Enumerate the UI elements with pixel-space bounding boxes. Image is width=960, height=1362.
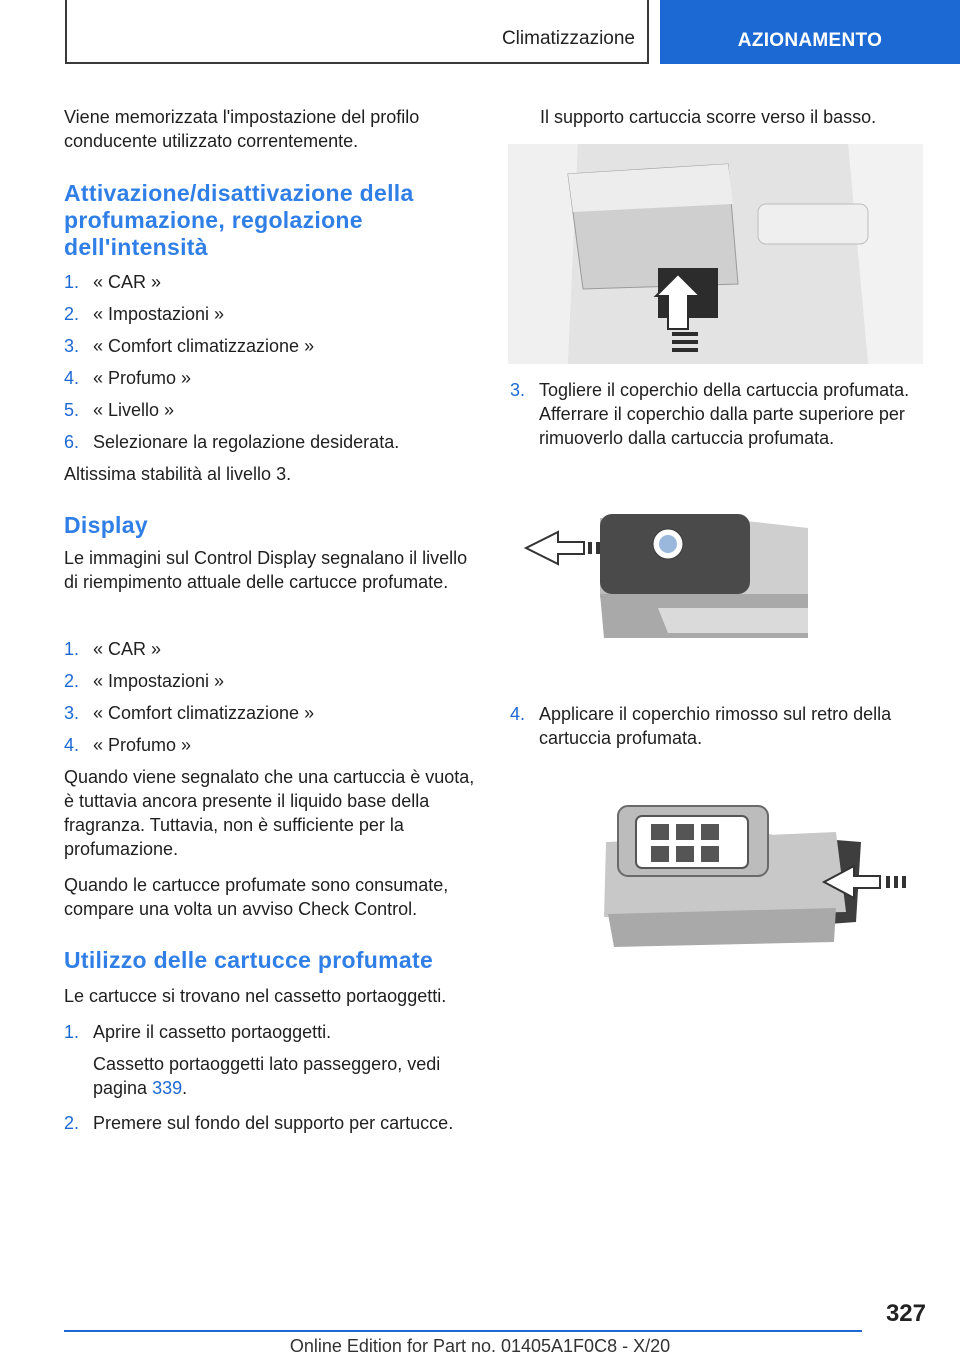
consumed-paragraph: Quando le cartucce profumate sono consumate, compare una volta un avviso Check Control. <box>64 875 449 919</box>
heading-activation: Attivazione/disattivazione della profumazione, regolazione dell'intensità <box>64 180 414 260</box>
glovebox-holder-illustration <box>508 144 923 364</box>
list-text: Selezionare la regolazione desiderata. <box>93 432 400 452</box>
list-text: Togliere il coperchio della cartuccia profumata. Afferrare il coperchio dalla parte superiore per rimuoverlo dalla cartuccia profumata. <box>539 380 910 448</box>
list-number: 1. <box>64 1022 80 1042</box>
page-link[interactable]: 339 <box>152 1078 183 1098</box>
list-text: « Impostazioni » <box>93 671 225 691</box>
list-number: 1. <box>64 272 80 292</box>
list-item-sub: Cassetto portaoggetti lato passeggero, vedi pagina 339. <box>93 1054 441 1098</box>
page-number: 327 <box>885 1300 926 1327</box>
empty-cartridge-paragraph: Quando viene segnalato che una cartuccia è vuota, è tuttavia ancora presente il liquido base della fragranza. Tuttavia, non è sufficiente per la profumazione. <box>64 767 475 859</box>
list-text: « Profumo » <box>93 368 192 388</box>
list-item <box>64 1111 480 1135</box>
list-number: 1. <box>64 639 80 659</box>
list-number: 3. <box>64 336 80 356</box>
list-number: 2. <box>64 1113 80 1133</box>
list-text: « Comfort climatizzazione » <box>93 703 315 723</box>
list-number: 3. <box>64 703 80 723</box>
cartridge-cover-removal-illustration <box>518 508 818 648</box>
list-text: Aprire il cassetto portaoggetti. <box>93 1022 332 1042</box>
note-level: Altissima stabilità al livello 3. <box>64 464 292 484</box>
display-paragraph: Le immagini sul Control Display segnalano il livello di riempimento attuale delle cartucce profumate. <box>64 548 468 592</box>
header-section-title: Climatizzazione <box>501 28 635 49</box>
list-number: 4. <box>510 704 526 724</box>
list-item <box>64 366 480 390</box>
list-item <box>64 1020 480 1044</box>
list-item <box>64 637 480 661</box>
list-number: 3. <box>510 380 526 400</box>
header-chapter-tab[interactable] <box>660 0 960 64</box>
list-text: « CAR » <box>93 639 162 659</box>
list-number: 4. <box>64 735 80 755</box>
header-section-box <box>65 0 649 64</box>
sub-text: Cassetto portaoggetti lato passeggero, vedi pagina <box>93 1054 441 1098</box>
list-number: 2. <box>64 304 80 324</box>
list-item <box>64 398 480 422</box>
heading-display: Display <box>64 512 148 538</box>
list-number: 5. <box>64 400 80 420</box>
list-text: « Profumo » <box>93 735 192 755</box>
cover-applied-back-illustration <box>596 802 916 952</box>
list-number: 4. <box>64 368 80 388</box>
list-text: Applicare il coperchio rimosso sul retro della cartuccia profumata. <box>539 704 892 748</box>
list-number: 6. <box>64 432 80 452</box>
list-item <box>64 334 480 358</box>
intro-paragraph: Viene memorizzata l'impostazione del profilo conducente utilizzato correntemente. <box>64 107 420 151</box>
list-text: « CAR » <box>93 272 162 292</box>
usage-paragraph: Le cartucce si trovano nel cassetto portaoggetti. <box>64 986 447 1006</box>
header-chapter-label: AZIONAMENTO <box>737 30 883 51</box>
list-item <box>64 669 480 693</box>
list-item <box>510 702 930 750</box>
list-number: 2. <box>64 671 80 691</box>
list-text: « Comfort climatizzazione » <box>93 336 315 356</box>
list-text: « Impostazioni » <box>93 304 225 324</box>
list-item <box>510 378 930 450</box>
list-text: Premere sul fondo del supporto per cartucce. <box>93 1113 454 1133</box>
footer-divider <box>64 1330 862 1332</box>
list-item <box>64 733 480 757</box>
slide-paragraph: Il supporto cartuccia scorre verso il basso. <box>540 107 877 127</box>
list-text: « Livello » <box>93 400 175 420</box>
heading-usage: Utilizzo delle cartucce profumate <box>64 947 434 973</box>
list-item <box>64 430 480 454</box>
list-item <box>64 701 480 725</box>
list-item <box>64 270 480 294</box>
list-item <box>64 302 480 326</box>
edition-footer: Online Edition for Part no. 01405A1F0C8 - X/20 <box>289 1336 671 1356</box>
